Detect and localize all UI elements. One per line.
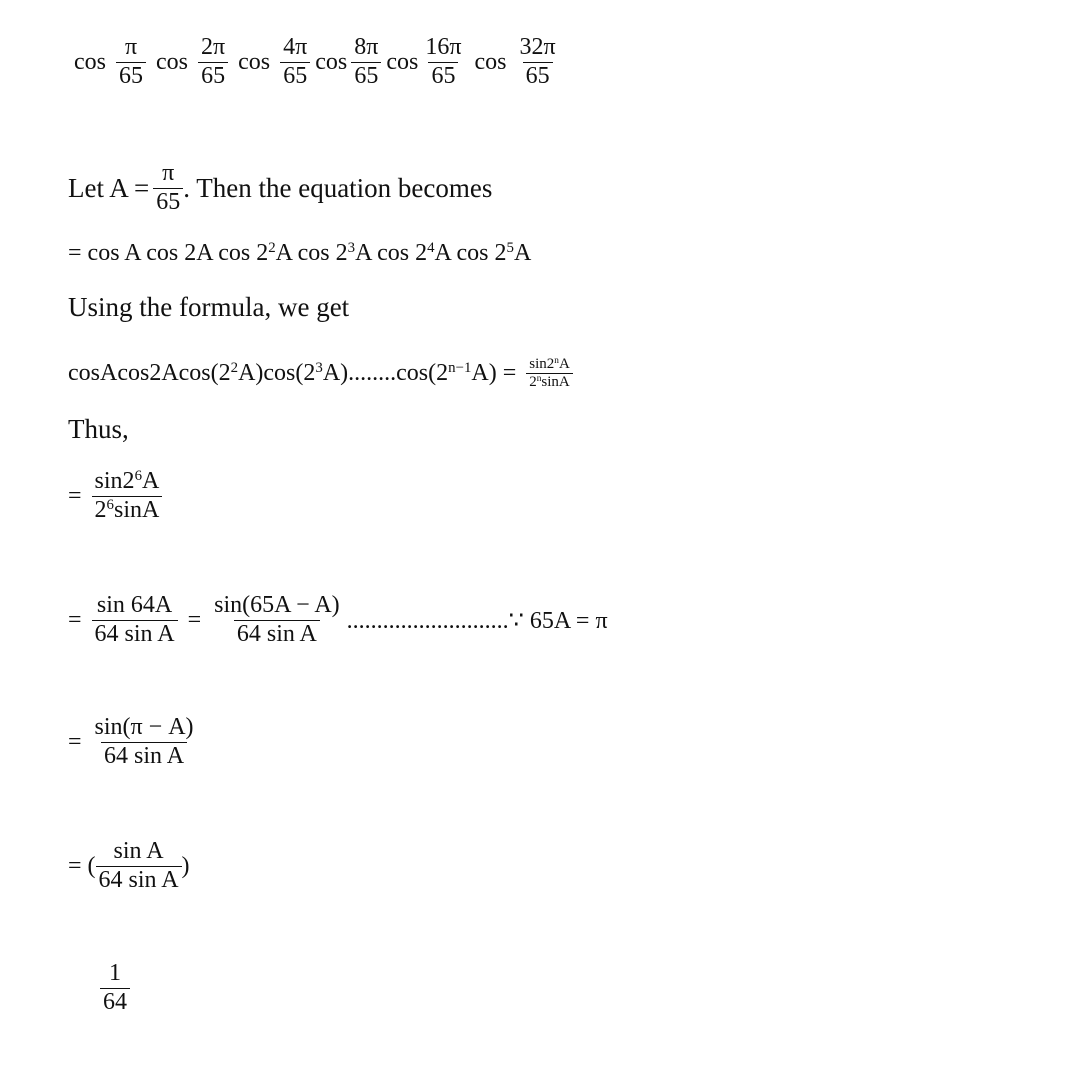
fraction bbox=[100, 960, 130, 1016]
denominator: 64 sin A bbox=[234, 620, 320, 649]
close-paren: ) bbox=[181, 852, 190, 879]
numerator: 8π bbox=[354, 34, 379, 60]
step-1 bbox=[68, 468, 166, 524]
equals-sign: = bbox=[68, 606, 82, 633]
let-statement bbox=[68, 160, 492, 216]
denominator: $2^6\sin A$ bbox=[92, 496, 163, 525]
formula-fraction bbox=[526, 356, 573, 392]
numerator: π bbox=[162, 160, 175, 186]
fraction bbox=[351, 34, 381, 90]
numerator: sin A bbox=[113, 838, 164, 864]
final-answer bbox=[96, 960, 134, 1016]
equals-sign: = bbox=[187, 606, 202, 633]
cosine-product-expression bbox=[68, 34, 563, 90]
let-suffix: . Then the equation becomes bbox=[183, 172, 493, 203]
fraction bbox=[422, 34, 464, 90]
denominator: 65 bbox=[523, 62, 553, 91]
equals-sign: = bbox=[68, 482, 82, 509]
equals-paren: = ( bbox=[68, 852, 96, 879]
cos-text: cos bbox=[474, 48, 507, 75]
denominator: 64 sin A bbox=[96, 866, 182, 895]
fraction bbox=[211, 592, 343, 648]
cos-text: cos bbox=[238, 48, 271, 75]
numerator: 4π bbox=[283, 34, 308, 60]
cos-text: cos bbox=[386, 48, 419, 75]
cos-text: cos bbox=[315, 48, 348, 75]
step-2 bbox=[68, 592, 608, 648]
denominator: 65 bbox=[153, 188, 183, 217]
denominator: 65 bbox=[198, 62, 228, 91]
numerator: sin(π − A) bbox=[94, 714, 194, 740]
fraction bbox=[153, 160, 183, 216]
expansion-expression bbox=[68, 240, 531, 267]
numerator: sin2$^n$A bbox=[529, 355, 570, 372]
fraction bbox=[92, 592, 178, 648]
numerator: $\sin 2^6A$ bbox=[94, 467, 160, 494]
numerator: sin(65A − A) bbox=[214, 592, 340, 618]
equals-sign: = bbox=[68, 728, 82, 755]
fraction bbox=[92, 714, 197, 770]
step-4 bbox=[68, 838, 190, 894]
denominator: 64 sin A bbox=[92, 620, 178, 649]
numerator: 1 bbox=[109, 960, 121, 986]
cos-text: cos bbox=[156, 48, 188, 75]
fraction bbox=[198, 34, 228, 90]
denominator: 65 bbox=[280, 62, 310, 91]
fraction bbox=[280, 34, 310, 90]
numerator: 2π bbox=[201, 34, 226, 60]
cos-text: cos bbox=[74, 48, 106, 75]
denominator: 64 sin A bbox=[101, 742, 187, 771]
fraction bbox=[116, 34, 146, 90]
fraction bbox=[96, 838, 182, 894]
denominator: 65 bbox=[428, 62, 458, 91]
denominator: 2$^n$sinA bbox=[526, 373, 573, 391]
numerator: π bbox=[124, 34, 138, 60]
fraction bbox=[517, 34, 559, 90]
denominator: 64 bbox=[100, 988, 130, 1017]
formula-lhs: $cosAcos2Acos(2^2A)\cos(2^3A)........\cos(2^{n-1}A)$ = bbox=[68, 360, 517, 387]
because-note: ...........................∵ 65A = π bbox=[346, 607, 608, 634]
fraction bbox=[92, 468, 163, 524]
denominator: 65 bbox=[351, 62, 381, 91]
product-formula bbox=[68, 356, 577, 392]
step-3 bbox=[68, 714, 201, 770]
expansion-text: = cos A cos 2A $\cos 2^2A$ $\cos 2^3A$ $\cos 2^4A$ $\cos 2^5A$ bbox=[68, 239, 532, 266]
numerator: 32π bbox=[519, 34, 556, 60]
numerator: sin 64A bbox=[96, 592, 173, 618]
thus-text: Thus, bbox=[68, 414, 129, 444]
numerator: 16π bbox=[425, 34, 462, 60]
formula-intro: Using the formula, we get bbox=[68, 292, 350, 322]
denominator: 65 bbox=[116, 62, 146, 91]
let-prefix: Let A = bbox=[68, 172, 150, 203]
